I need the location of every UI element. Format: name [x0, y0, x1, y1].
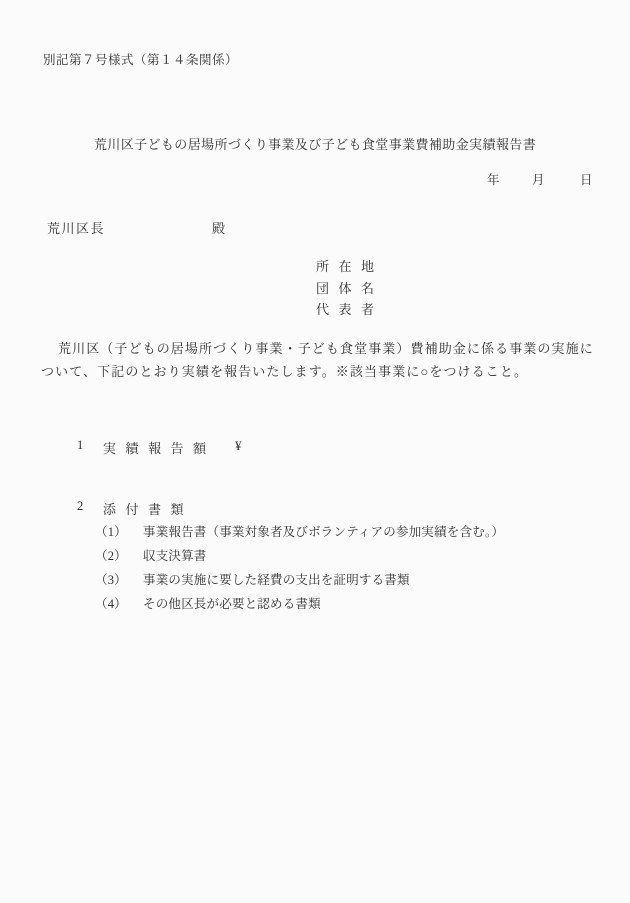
form-number: 別記第７号様式（第１４条関係）: [43, 53, 239, 67]
attachments-label: 添付書類: [103, 502, 194, 517]
section-2-number: 2: [77, 499, 84, 513]
month-label: 月: [532, 173, 545, 187]
honorific-label: 殿: [212, 221, 226, 236]
section-1-number: 1: [77, 438, 84, 452]
body-paragraph: [41, 337, 616, 383]
body-paragraph-line2: ついて、下記のとおり実績を報告いたします。※該当事業に○をつけること。: [41, 364, 529, 379]
organization-label: 団体名: [316, 281, 384, 296]
day-label: 日: [580, 173, 593, 187]
yen-symbol: ¥: [235, 438, 242, 453]
attachment-item-number: （1）: [95, 525, 127, 539]
representative-label: 代表者: [316, 302, 384, 317]
attachment-item-number: （2）: [95, 549, 127, 563]
attachment-item-text: 事業の実施に要した経費の支出を証明する書類: [143, 573, 410, 587]
attachment-item-number: （4）: [95, 597, 127, 611]
address-label: 所在地: [316, 259, 384, 274]
document-title: 荒川区子どもの居場所づくり事業及び子ども食堂事業費補助金実績報告書: [93, 137, 537, 152]
report-amount-label: 実績報告額: [103, 441, 216, 456]
body-paragraph-line1: 荒川区（子どもの居場所づくり事業・子ども食堂事業）費補助金に係る事業の実施に: [58, 341, 594, 356]
attachment-item-text: 収支決算書: [143, 549, 207, 563]
attachment-item-text: その他区長が必要と認める書類: [143, 597, 321, 611]
year-label: 年: [487, 173, 500, 187]
attachment-item-number: （3）: [95, 573, 127, 587]
recipient-name: 荒川区長: [47, 221, 106, 236]
attachment-item-text: 事業報告書（事業対象者及びボランティアの参加実績を含む。）: [143, 525, 505, 539]
